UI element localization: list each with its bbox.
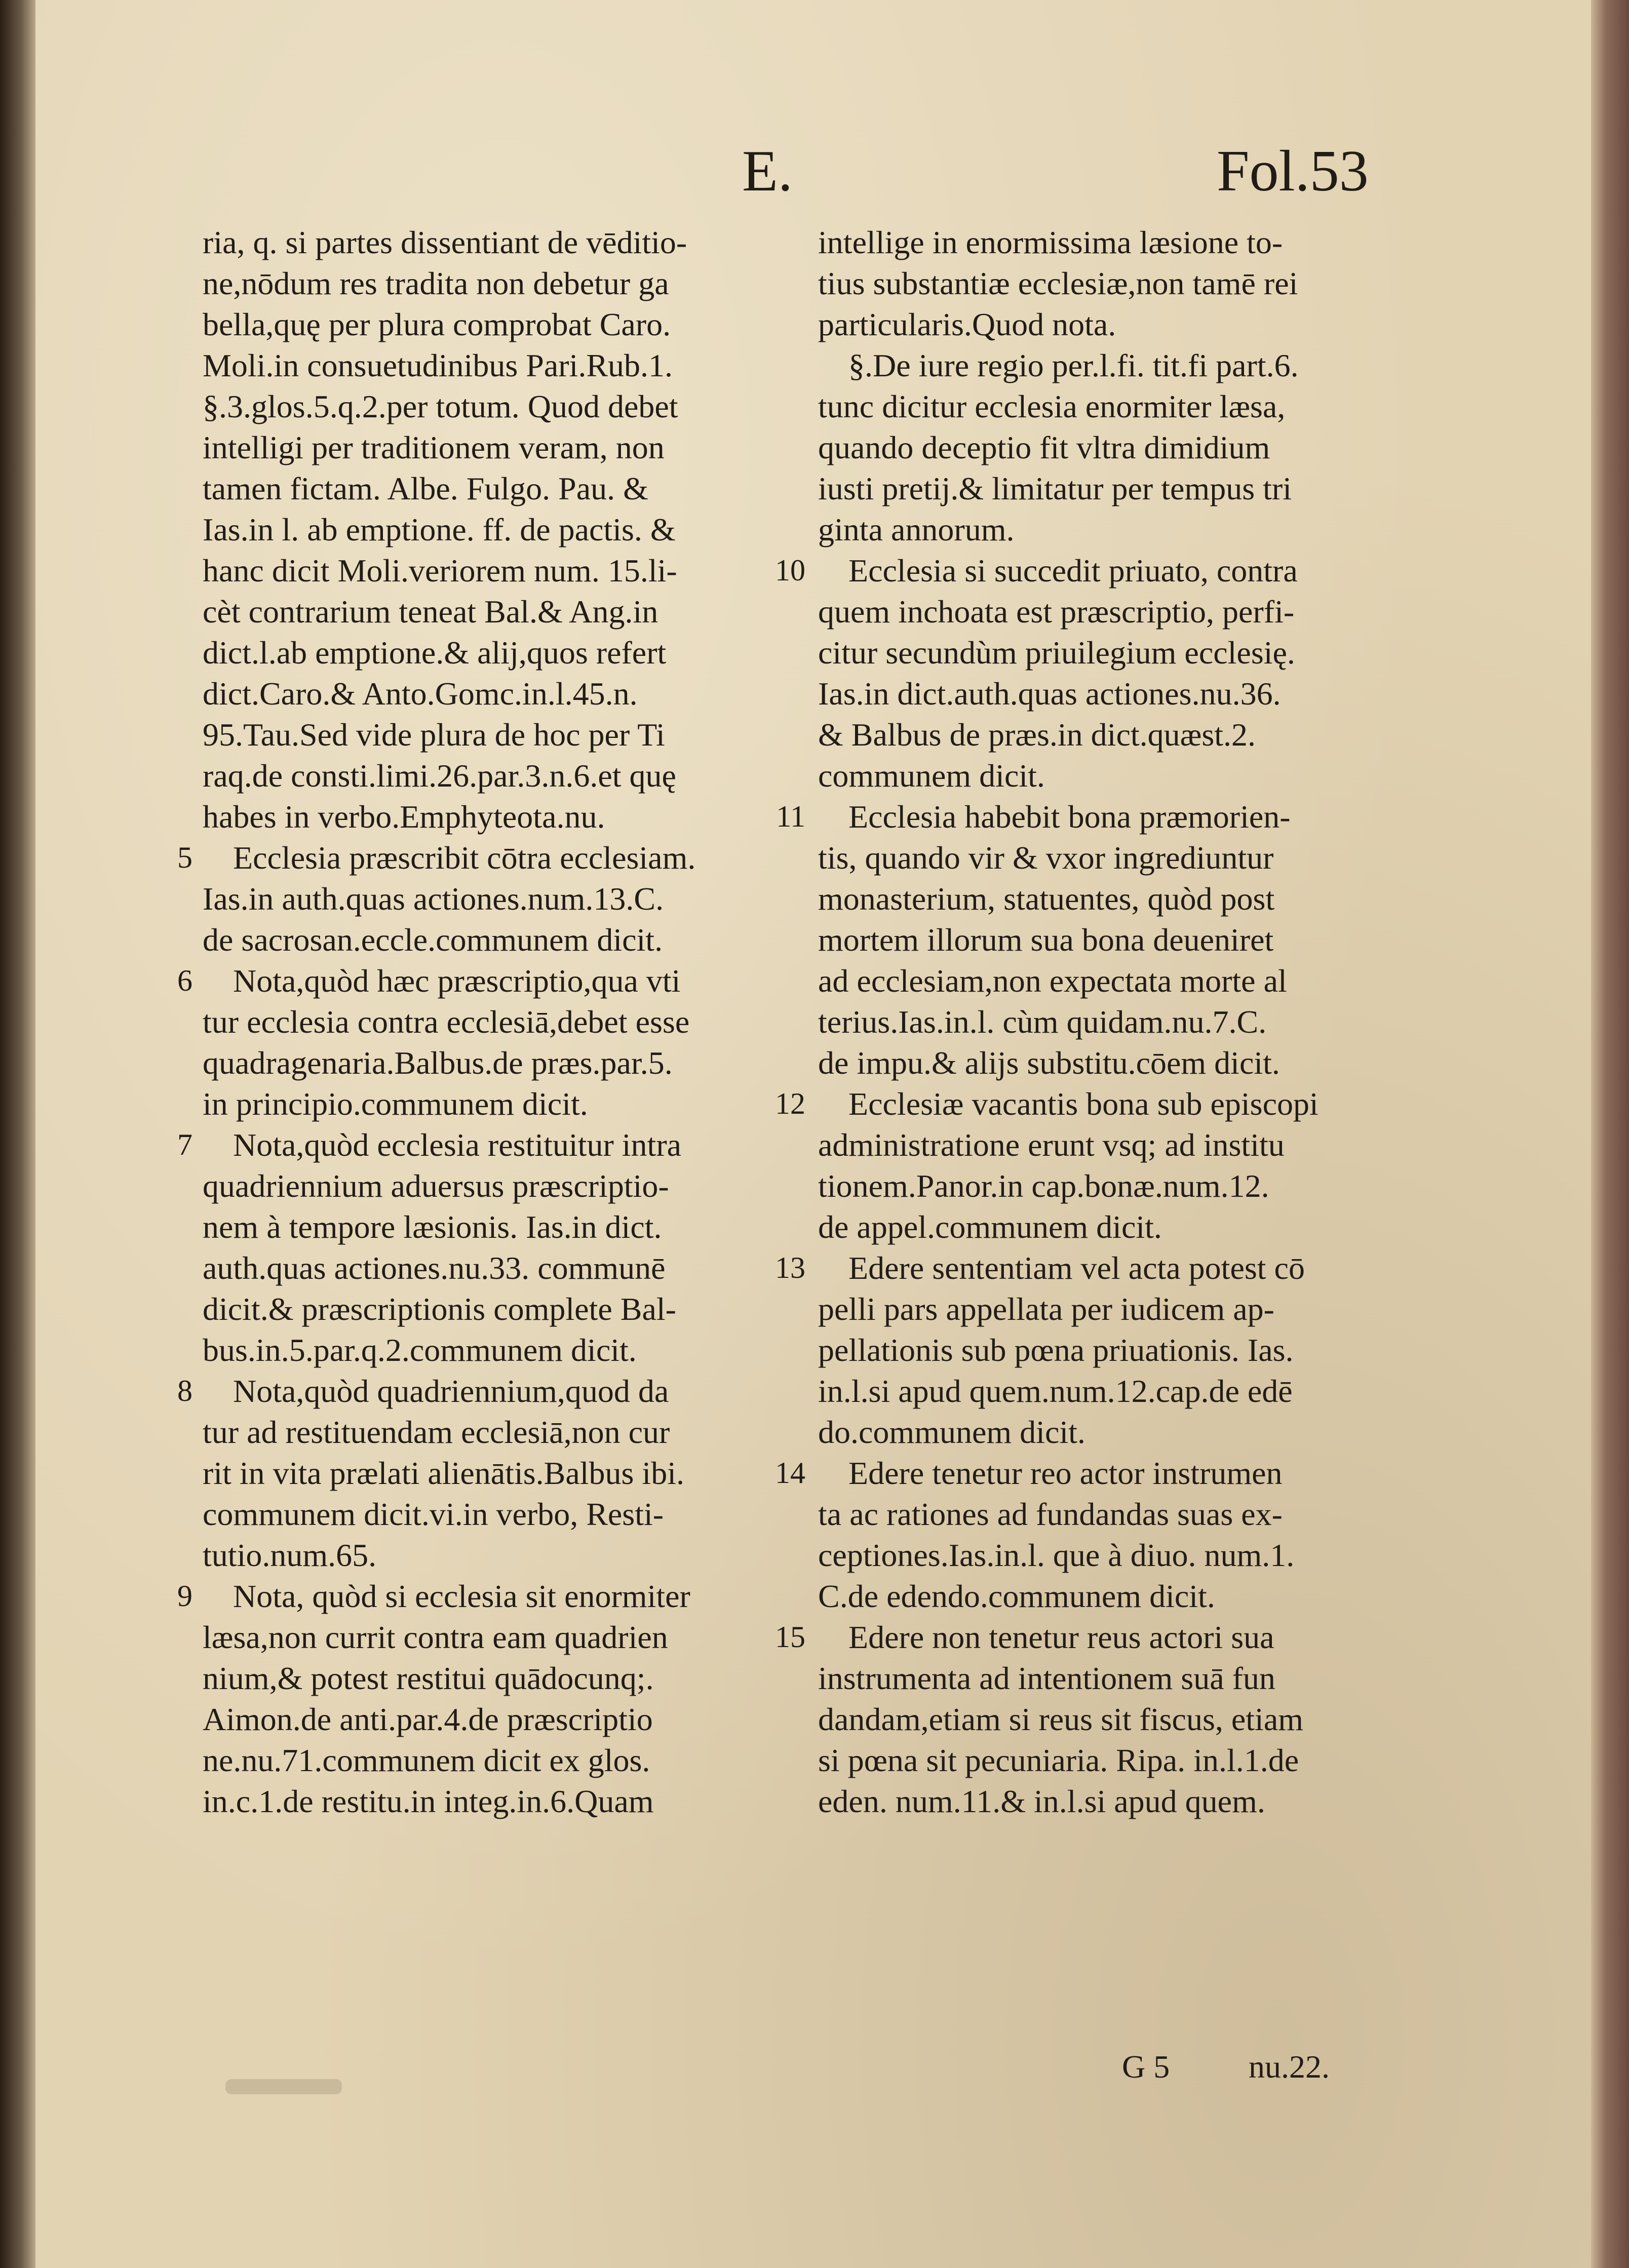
entry: [775, 1617, 1416, 1822]
text-line: Edere non tenetur reus actori sua: [848, 1619, 1274, 1655]
entry-number: 13: [775, 1251, 805, 1284]
text-line: quando deceptio fit vltra dimidium: [818, 429, 1270, 465]
text-line: C.de edendo.communem dicit.: [818, 1578, 1215, 1614]
text-line: Ias.in l. ab emptione. ff. de pactis. &: [203, 512, 676, 548]
entry: [818, 345, 1416, 550]
text-line: Nota,quòd ecclesia restituitur intra: [233, 1127, 682, 1163]
text-line: tur ad restituendam ecclesiā,non cur: [203, 1414, 670, 1450]
text-line: communem dicit.: [818, 758, 1045, 794]
text-line: Ecclesia habebit bona præmorien-: [848, 799, 1291, 835]
text-line: raq.de consti.limi.26.par.3.n.6.et quę: [203, 758, 676, 794]
text-line: citur secundùm priuilegium ecclesię.: [818, 635, 1295, 671]
entry: [203, 222, 800, 837]
text-line: Ecclesiæ vacantis bona sub episcopi: [848, 1086, 1318, 1122]
text-line: instrumenta ad intentionem suā fun: [818, 1660, 1275, 1696]
text-line: communem dicit.vi.in verbo, Resti-: [203, 1496, 664, 1532]
text-line: Edere sententiam vel acta potest cō: [848, 1250, 1305, 1286]
text-line: in.c.1.de restitu.in integ.in.6.Quam: [203, 1783, 654, 1819]
text-line: hanc dicit Moli.veriorem num. 15.li-: [203, 553, 677, 589]
text-line: iusti pretij.& limitatur per tempus tri: [818, 471, 1292, 506]
text-line: tius substantiæ ecclesiæ,non tamē rei: [818, 265, 1298, 301]
catchword: nu.22.: [1249, 2049, 1330, 2085]
entry-number: 6: [177, 964, 192, 997]
text-line: tamen fictam. Albe. Fulgo. Pau. &: [203, 471, 648, 506]
text-line: si pœna sit pecuniaria. Ripa. in.l.1.de: [818, 1742, 1299, 1778]
text-line: dict.l.ab emptione.& alij,quos refert: [203, 635, 667, 671]
entry: [775, 550, 1416, 796]
text-line: quem inchoata est præscriptio, perfi-: [818, 594, 1295, 630]
text-line: Nota, quòd si ecclesia sit enormiter: [233, 1578, 690, 1614]
entry-number: 15: [775, 1620, 805, 1654]
entry: [177, 837, 800, 960]
ink-smudge: [225, 2079, 342, 2094]
text-line: Ias.in dict.auth.quas actiones.nu.36.: [818, 676, 1281, 712]
text-line: dicit.& præscriptionis complete Bal-: [203, 1291, 676, 1327]
text-line: pelli pars appellata per iudicem ap-: [818, 1291, 1274, 1327]
text-line: monasterium, statuentes, quòd post: [818, 881, 1275, 917]
text-line: Ecclesia si succedit priuato, contra: [848, 553, 1298, 589]
text-line: dict.Caro.& Anto.Gomc.in.l.45.n.: [203, 676, 638, 712]
text-line: intellige in enormissima læsione to-: [818, 224, 1283, 260]
entry: [177, 960, 800, 1124]
text-line: Moli.in consuetudinibus Pari.Rub.1.: [203, 347, 673, 383]
entry-number: 14: [775, 1456, 805, 1490]
text-line: in principio.communem dicit.: [203, 1086, 588, 1122]
text-line: ta ac rationes ad fundandas suas ex-: [818, 1496, 1283, 1532]
text-line: intelligi per traditionem veram, non: [203, 429, 665, 465]
entry: [775, 1083, 1416, 1247]
text-line: Ecclesia præscribit cōtra ecclesiam.: [233, 840, 696, 876]
book-page: [35, 0, 1591, 2268]
left-column: [177, 222, 800, 1822]
text-line: mortem illorum sua bona deueniret: [818, 922, 1274, 958]
text-line: §.3.glos.5.q.2.per totum. Quod debet: [203, 388, 678, 424]
text-line: quadriennium aduersus præscriptio-: [203, 1168, 669, 1204]
right-column: [775, 222, 1416, 1822]
entry: [177, 1576, 800, 1822]
text-line: particularis.Quod nota.: [818, 306, 1116, 342]
text-line: nem à tempore læsionis. Ias.in dict.: [203, 1209, 662, 1245]
folio-number: Fol.53: [1217, 139, 1369, 204]
page-edge: [1591, 0, 1629, 2268]
text-line: tionem.Panor.in cap.bonæ.num.12.: [818, 1168, 1269, 1204]
entry: [775, 1247, 1416, 1453]
text-line: quadragenaria.Balbus.de præs.par.5.: [203, 1045, 673, 1081]
entry: [177, 1124, 800, 1371]
text-line: Ias.in auth.quas actiones.num.13.C.: [203, 881, 664, 917]
text-line: læsa,non currit contra eam quadrien: [203, 1619, 668, 1655]
text-line: rit in vita prælati alienātis.Balbus ibi.: [203, 1455, 684, 1491]
signature-mark: G 5: [1122, 2049, 1170, 2085]
entry-number: 11: [776, 800, 805, 833]
entry-number: 5: [177, 841, 192, 874]
text-line: ceptiones.Ias.in.l. que à diuo. num.1.: [818, 1537, 1295, 1573]
text-line: auth.quas actiones.nu.33. communē: [203, 1250, 666, 1286]
entry-number: 12: [775, 1087, 805, 1120]
text-line: 95.Tau.Sed vide plura de hoc per Ti: [203, 717, 665, 753]
book-spine: [0, 0, 35, 2268]
text-line: ad ecclesiam,non expectata morte al: [818, 963, 1287, 999]
entry: [775, 1453, 1416, 1617]
running-head-letter: E.: [742, 139, 793, 204]
text-line: §.De iure regio per.l.fi. tit.fi part.6.: [848, 347, 1299, 383]
entry-number: 9: [177, 1579, 192, 1613]
text-line: ne,nōdum res tradita non debetur ga: [203, 265, 669, 301]
text-line: habes in verbo.Emphyteota.nu.: [203, 799, 605, 835]
entry-number: 10: [775, 554, 805, 587]
text-line: ne.nu.71.communem dicit ex glos.: [203, 1742, 650, 1778]
entry: [177, 1371, 800, 1576]
text-line: cèt contrarium teneat Bal.& Ang.in: [203, 594, 658, 630]
entry-number: 8: [177, 1374, 192, 1407]
text-line: Edere tenetur reo actor instrumen: [848, 1455, 1283, 1491]
entry-number: 7: [177, 1128, 192, 1161]
text-line: de impu.& alijs substitu.cōem dicit.: [818, 1045, 1280, 1081]
text-line: eden. num.11.& in.l.si apud quem.: [818, 1783, 1265, 1819]
text-line: nium,& potest restitui quādocunq;.: [203, 1660, 654, 1696]
text-line: bus.in.5.par.q.2.communem dicit.: [203, 1332, 637, 1368]
entry: [818, 222, 1416, 345]
text-line: Nota,quòd hæc præscriptio,qua vti: [233, 963, 681, 999]
text-line: dandam,etiam si reus sit fiscus, etiam: [818, 1701, 1303, 1737]
text-line: terius.Ias.in.l. cùm quidam.nu.7.C.: [818, 1004, 1267, 1040]
entry: [776, 796, 1416, 1083]
text-line: Aimon.de anti.par.4.de præscriptio: [203, 1701, 653, 1737]
text-line: ria, q. si partes dissentiant de vēditio-: [203, 224, 687, 260]
text-line: & Balbus de præs.in dict.quæst.2.: [818, 717, 1256, 753]
text-line: pellationis sub pœna priuationis. Ias.: [818, 1332, 1294, 1368]
text-line: de appel.communem dicit.: [818, 1209, 1162, 1245]
text-line: tur ecclesia contra ecclesiā,debet esse: [203, 1004, 690, 1040]
text-line: do.communem dicit.: [818, 1414, 1085, 1450]
text-line: bella,quę per plura comprobat Caro.: [203, 306, 671, 342]
text-line: ginta annorum.: [818, 512, 1015, 548]
text-line: tis, quando vir & vxor ingrediuntur: [818, 840, 1274, 876]
text-line: tutio.num.65.: [203, 1537, 377, 1573]
text-line: Nota,quòd quadriennium,quod da: [233, 1373, 669, 1409]
text-line: administratione erunt vsq; ad institu: [818, 1127, 1285, 1163]
text-line: de sacrosan.eccle.communem dicit.: [203, 922, 663, 958]
text-line: tunc dicitur ecclesia enormiter læsa,: [818, 388, 1286, 424]
text-line: in.l.si apud quem.num.12.cap.de edē: [818, 1373, 1293, 1409]
